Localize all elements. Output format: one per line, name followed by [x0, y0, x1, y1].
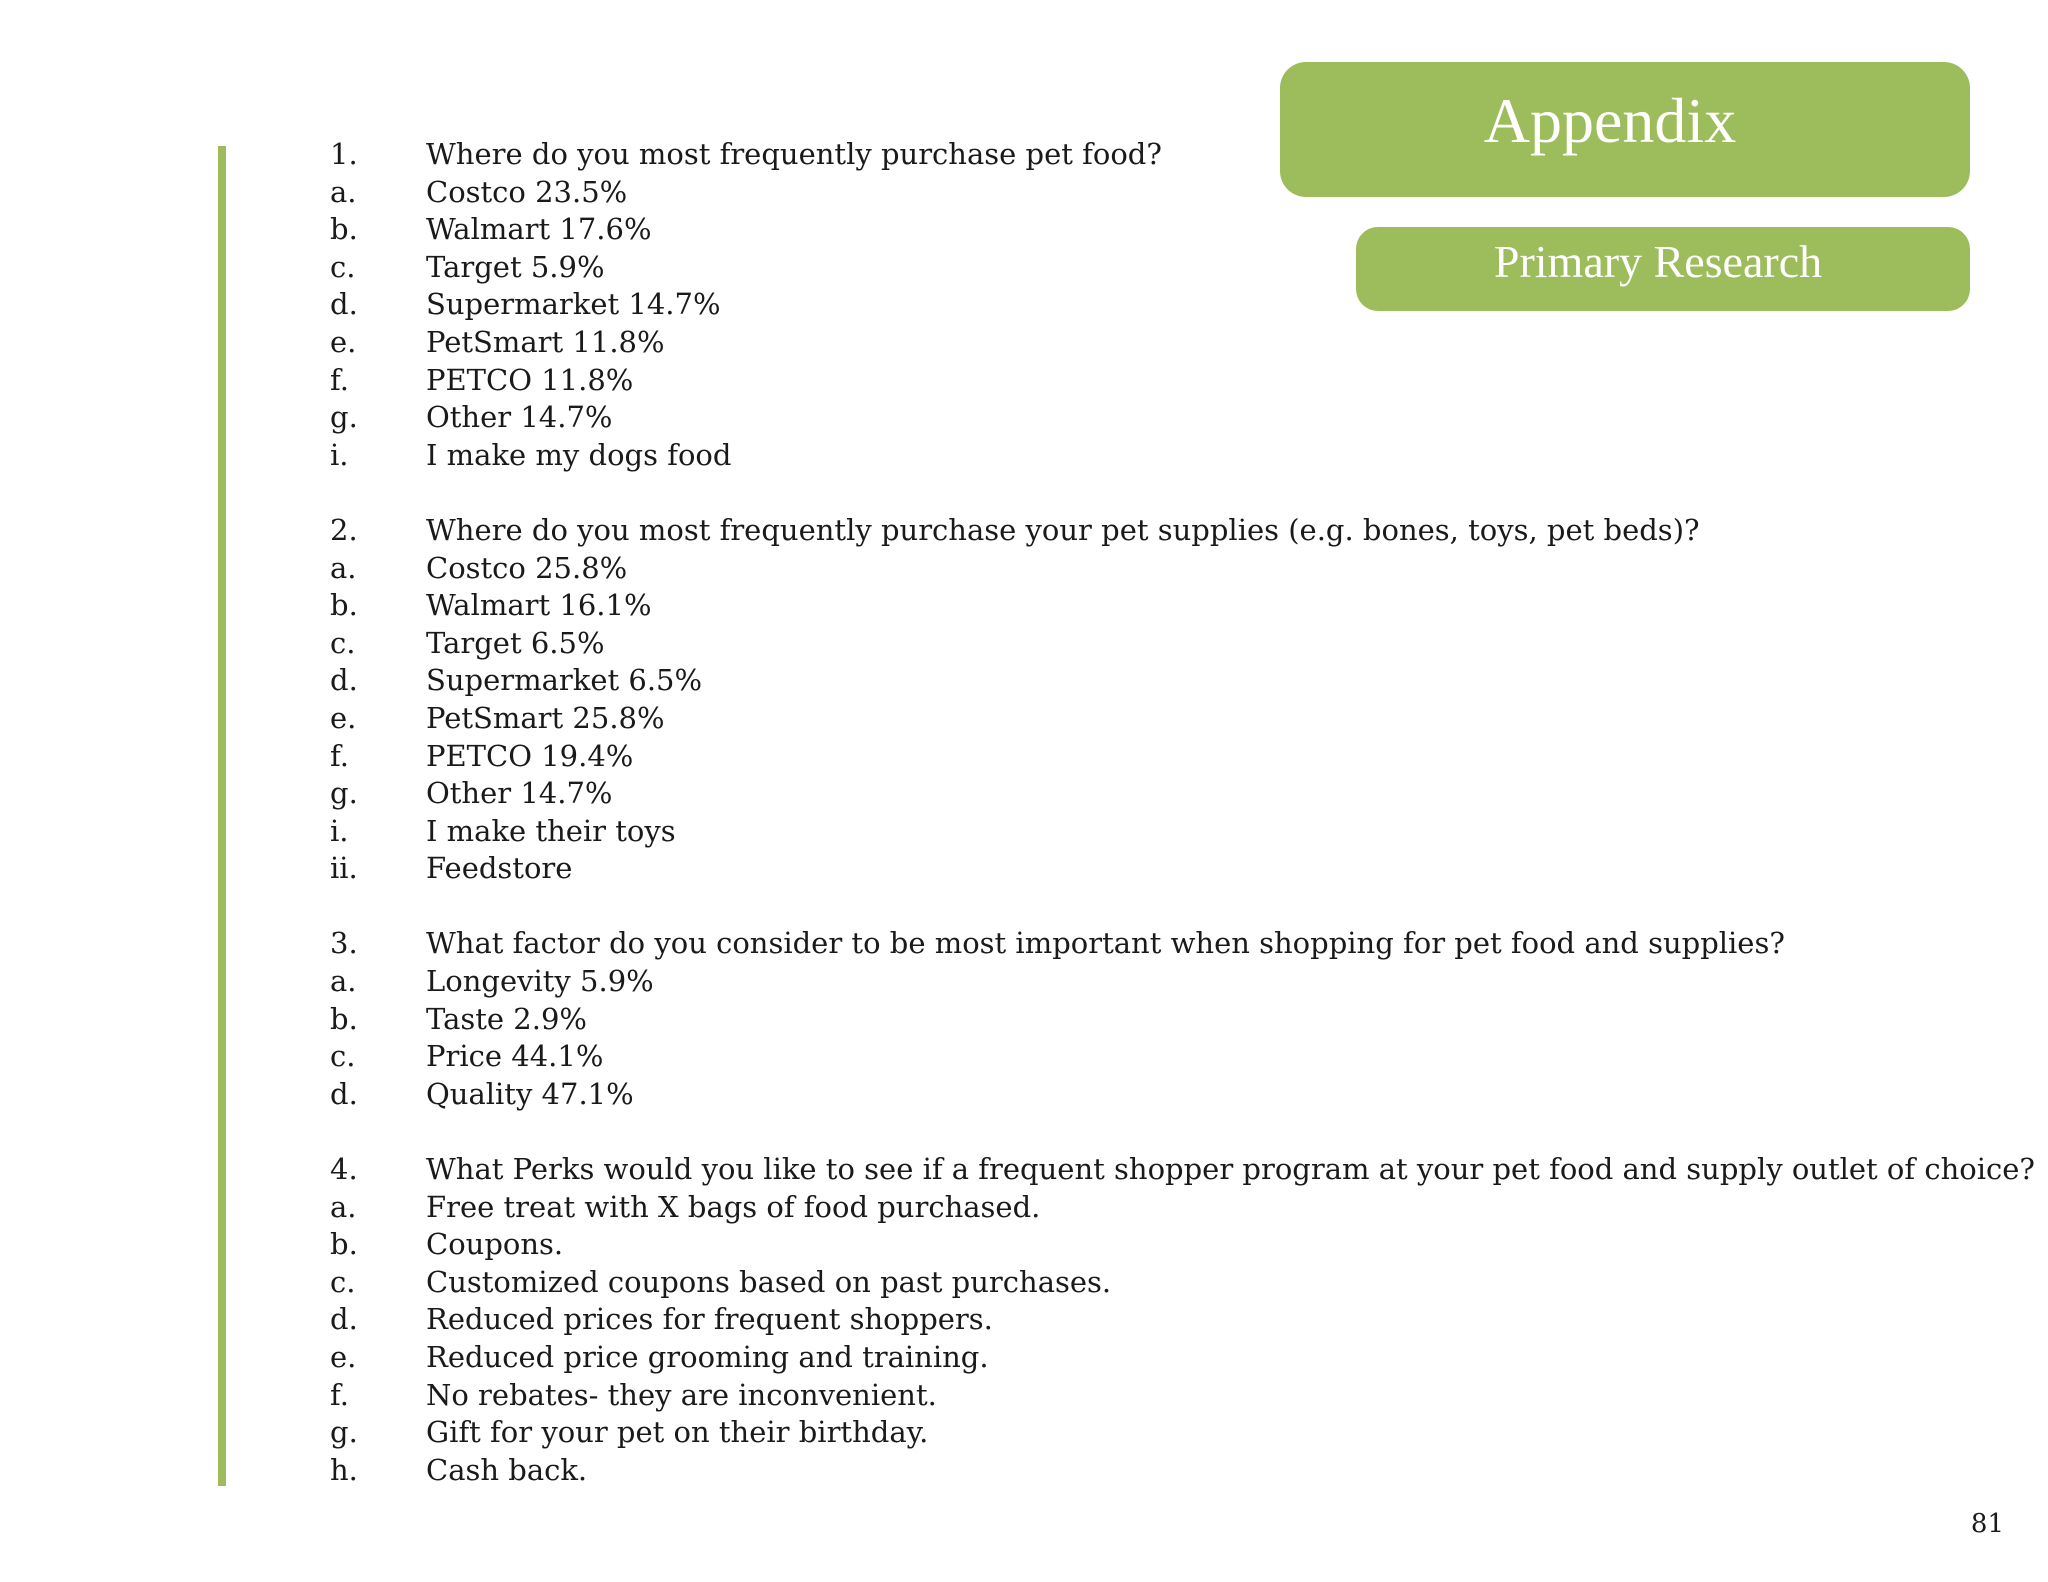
- answer-text: PETCO 19.4%: [426, 738, 634, 773]
- question-block-3: [330, 925, 1970, 1113]
- answer-item: [330, 399, 1970, 437]
- answer-item: [330, 174, 1970, 212]
- answer-item: [330, 362, 1970, 400]
- answer-marker: i.: [330, 813, 349, 848]
- answer-marker: e.: [330, 324, 357, 359]
- answer-marker: d.: [330, 1302, 358, 1337]
- answer-text: Customized coupons based on past purchases.: [426, 1264, 1112, 1299]
- answer-item: [330, 286, 1970, 324]
- page-subtitle: Primary Research: [1493, 236, 1823, 287]
- answer-text: Free treat with X bags of food purchased.: [426, 1189, 1041, 1224]
- answer-text: Gift for your pet on their birthday.: [426, 1415, 929, 1450]
- answer-item: [330, 550, 1970, 588]
- page-title: Appendix: [1483, 85, 1737, 156]
- survey-list: [330, 136, 2035, 1489]
- page-number: 81: [1970, 1509, 2004, 1539]
- answer-marker: f.: [330, 738, 349, 773]
- answer-text: PETCO 11.8%: [426, 362, 634, 397]
- answer-item: [330, 1301, 1970, 1339]
- answer-item: [330, 1377, 1970, 1415]
- answer-text: Feedstore: [426, 851, 573, 886]
- answer-item: [330, 249, 1970, 287]
- answer-text: I make my dogs food: [426, 437, 732, 472]
- answer-text: PetSmart 11.8%: [426, 324, 665, 359]
- answer-item: [330, 1226, 1970, 1264]
- answer-marker: c.: [330, 249, 356, 284]
- answer-marker: f.: [330, 1377, 349, 1412]
- answer-marker: e.: [330, 1340, 357, 1374]
- question-block-2: [330, 512, 1970, 888]
- answer-item: [330, 1452, 1970, 1490]
- answer-text: Costco 25.8%: [426, 550, 628, 585]
- answer-text: Supermarket 14.7%: [426, 287, 721, 322]
- answer-text: No rebates- they are inconvenient.: [426, 1377, 937, 1412]
- answer-text: Other 14.7%: [426, 776, 613, 811]
- answer-text: Walmart 17.6%: [426, 212, 652, 247]
- answer-item: [330, 1339, 1970, 1377]
- answer-text: Longevity 5.9%: [426, 964, 654, 999]
- answer-marker: h.: [330, 1452, 358, 1487]
- answer-text: Walmart 16.1%: [426, 588, 652, 623]
- question-2: [330, 512, 1970, 550]
- answer-text: Quality 47.1%: [426, 1076, 634, 1111]
- answer-marker: c.: [330, 1264, 356, 1299]
- accent-bar: [218, 146, 226, 1486]
- answer-item: [330, 211, 1970, 249]
- question-block-4: [330, 1151, 2035, 1489]
- answer-item: [330, 775, 1970, 813]
- answer-marker: a.: [330, 174, 357, 209]
- answer-marker: c.: [330, 1039, 356, 1074]
- question-3: [330, 925, 1970, 963]
- answer-marker: g.: [330, 400, 358, 435]
- answer-text: Other 14.7%: [426, 400, 613, 435]
- answer-item: [330, 1001, 1970, 1039]
- question-number: 3.: [330, 926, 358, 961]
- answer-item: [330, 1076, 1970, 1114]
- answer-text: Coupons.: [426, 1227, 564, 1262]
- answer-text: PetSmart 25.8%: [426, 700, 665, 735]
- answer-marker: g.: [330, 1415, 358, 1450]
- answer-item: [330, 437, 1970, 475]
- answer-item: [330, 587, 1970, 625]
- question-text: Where do you most frequently purchase your pet supplies (e.g. bones, toys, pet beds)?: [426, 512, 1700, 547]
- answer-item: [330, 1264, 1970, 1302]
- answer-item: [330, 813, 1970, 851]
- answer-text: Supermarket 6.5%: [426, 663, 703, 698]
- answer-marker: a.: [330, 1189, 357, 1224]
- answer-marker: b.: [330, 1001, 358, 1036]
- question-number: 1.: [330, 137, 358, 171]
- answer-marker: ii.: [330, 851, 358, 886]
- question-4: [330, 1151, 2035, 1189]
- answer-text: Cash back.: [426, 1452, 588, 1487]
- answer-item: [330, 700, 1970, 738]
- answer-text: Reduced price grooming and training.: [426, 1340, 989, 1374]
- question-block-1: [330, 136, 1970, 474]
- answer-marker: a.: [330, 964, 357, 999]
- answer-marker: g.: [330, 776, 358, 811]
- answer-item: [330, 324, 1970, 362]
- answer-marker: c.: [330, 625, 356, 660]
- answer-marker: d.: [330, 1076, 358, 1111]
- question-text: What Perks would you like to see if a frequent shopper program at your pet food and supply outlet of choice?: [426, 1152, 2035, 1187]
- answer-marker: b.: [330, 588, 358, 623]
- answer-item: [330, 1189, 1970, 1227]
- answer-text: I make their toys: [426, 813, 676, 848]
- answer-item: [330, 963, 1970, 1001]
- question-text: Where do you most frequently purchase pet food?: [426, 137, 1162, 171]
- answer-item: [330, 1414, 1970, 1452]
- question-number: 2.: [330, 512, 358, 547]
- answer-marker: a.: [330, 550, 357, 585]
- answer-marker: b.: [330, 1227, 358, 1262]
- answer-item: [330, 1038, 1970, 1076]
- answer-text: Reduced prices for frequent shoppers.: [426, 1302, 993, 1337]
- answer-marker: d.: [330, 663, 358, 698]
- answer-marker: d.: [330, 287, 358, 322]
- answer-marker: f.: [330, 362, 349, 397]
- answer-item: [330, 625, 1970, 663]
- answer-item: [330, 662, 1970, 700]
- answer-text: Price 44.1%: [426, 1039, 604, 1074]
- answer-marker: e.: [330, 700, 357, 735]
- question-text: What factor do you consider to be most important when shopping for pet food and supplies?: [426, 926, 1785, 961]
- answer-text: Target 6.5%: [426, 625, 605, 660]
- answer-marker: b.: [330, 212, 358, 247]
- answer-marker: i.: [330, 437, 349, 472]
- answer-item: [330, 850, 1970, 888]
- answer-text: Costco 23.5%: [426, 174, 628, 209]
- answer-item: [330, 738, 1970, 776]
- answer-text: Target 5.9%: [426, 249, 605, 284]
- answer-text: Taste 2.9%: [426, 1001, 587, 1036]
- question-number: 4.: [330, 1152, 358, 1187]
- question-1: [330, 136, 1970, 174]
